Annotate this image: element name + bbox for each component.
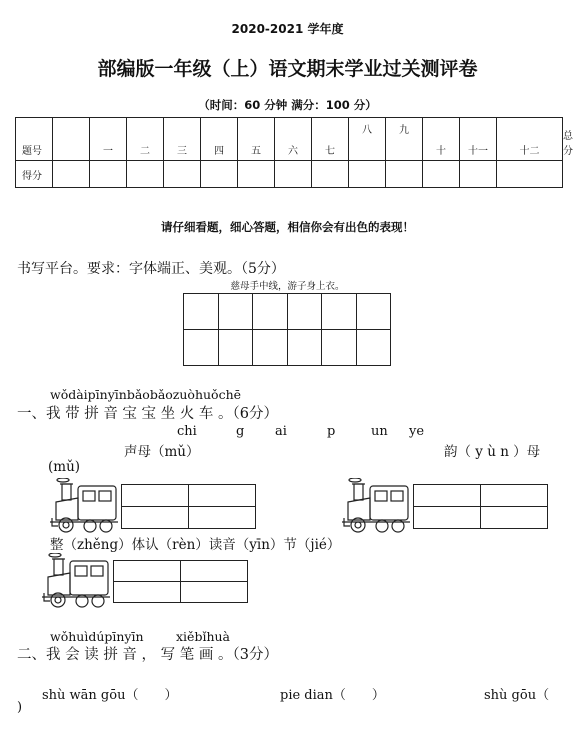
score-cell[interactable] [164,161,201,188]
section2-pinyin-1: wǒhuìdúpīnyīn [50,629,144,644]
col-4: 四 [201,118,238,161]
writing-heading: 书写平台。要求：字体端正、美观。（5分） [17,261,285,277]
grid-cell[interactable] [357,294,392,330]
answer-cell[interactable] [181,561,248,582]
section2-heading: 二、我 会 读 拼 音 ， 写 笔 画 。（3分） [17,647,278,663]
answer-cell[interactable] [481,485,548,507]
col-10: 十 [423,118,460,161]
stroke-item-shu-wan-gou[interactable]: shù wān gōu（ ） [42,688,178,703]
score-cell[interactable] [386,161,423,188]
stroke-item-shu-gou[interactable]: shù gōu（ [484,688,550,703]
col-7: 七 [312,118,349,161]
col-8: 八 [349,118,386,161]
stroke-item-pie-dian[interactable]: pie dian（ ） [280,688,385,703]
grid-cell[interactable] [184,294,219,330]
school-year: 2020-2021 学年度 [231,22,344,36]
answer-cell[interactable] [189,507,256,529]
train-icon [40,553,114,609]
answer-cell[interactable] [114,561,181,582]
score-cell[interactable] [349,161,386,188]
section1-pinyin: wǒdàipīnyīnbǎobǎozuòhuǒchē [50,387,242,402]
score-cell[interactable] [460,161,497,188]
section1-heading: 一、我 带 拼 音 宝 宝 坐 火 车 。（6分） [17,406,278,422]
label-shengmu: 声母（mǔ） [124,444,200,460]
score-table: 题号 一 二 三 四 五 六 七 八 九 十 十一 十二 总分 得分 [15,117,563,188]
stroke-item-close-paren: ) [17,700,23,715]
score-cell[interactable] [53,161,90,188]
page-title: 部编版一年级（上）语文期末学业过关测评卷 [97,58,478,80]
col-3: 三 [164,118,201,161]
syllable-ai: ai [275,424,287,439]
writing-grid [183,293,391,366]
col-6: 六 [275,118,312,161]
score-cell[interactable] [497,161,563,188]
grid-cell[interactable] [184,330,219,366]
score-cell[interactable] [127,161,164,188]
score-cell[interactable] [201,161,238,188]
col-5: 五 [238,118,275,161]
score-cell[interactable] [90,161,127,188]
time-info: （时间：60 分钟 满分：100 分） [198,98,377,112]
grid-cell[interactable] [219,330,254,366]
label-yunmu-mu: (mǔ) [48,459,81,475]
answer-cell[interactable] [481,507,548,529]
label-zhengti: 整（zhěng）体认（rèn）读音（yīn）节（jié） [50,537,341,553]
syllable-p: p [327,424,336,439]
grid-cell[interactable] [253,294,288,330]
col-1: 一 [90,118,127,161]
grid-cell[interactable] [357,330,392,366]
col-2: 二 [127,118,164,161]
row-header-question: 题号 [16,118,53,161]
grid-cell[interactable] [288,294,323,330]
train-icon [48,478,122,534]
answer-cell[interactable] [189,485,256,507]
answer-cell[interactable] [122,485,189,507]
section2-pinyin-2: xiěbǐhuà [176,629,230,644]
syllable-un: un [371,424,388,439]
answer-cell[interactable] [414,507,481,529]
score-cell[interactable] [312,161,349,188]
answer-cell[interactable] [114,582,181,603]
grid-cell[interactable] [288,330,323,366]
row-header-score: 得分 [16,161,53,188]
answer-box-zhengti [113,560,248,603]
answer-cell[interactable] [181,582,248,603]
score-cell[interactable] [275,161,312,188]
score-cell[interactable] [238,161,275,188]
syllable-g: g [236,424,245,439]
answer-box-shengmu [121,484,256,529]
answer-cell[interactable] [122,507,189,529]
writing-sentence: 慈母手中线，游子身上衣。 [230,281,345,292]
grid-cell[interactable] [219,294,254,330]
grid-cell[interactable] [322,330,357,366]
answer-box-yunmu [413,484,548,529]
col-9: 九 [386,118,423,161]
col-12: 十二 [497,118,563,161]
grid-cell[interactable] [322,294,357,330]
syllable-ye: ye [409,424,425,439]
header-blank-cell [53,118,90,161]
motto: 请仔细看题，细心答题，相信你会有出色的表现！ [161,220,414,234]
label-yunmu: 韵（ y ù n ）母 [444,444,541,460]
score-cell[interactable] [423,161,460,188]
col-11: 十一 [460,118,497,161]
answer-cell[interactable] [414,485,481,507]
grid-cell[interactable] [253,330,288,366]
syllable-chi: chi [177,424,197,439]
train-icon [340,478,414,534]
